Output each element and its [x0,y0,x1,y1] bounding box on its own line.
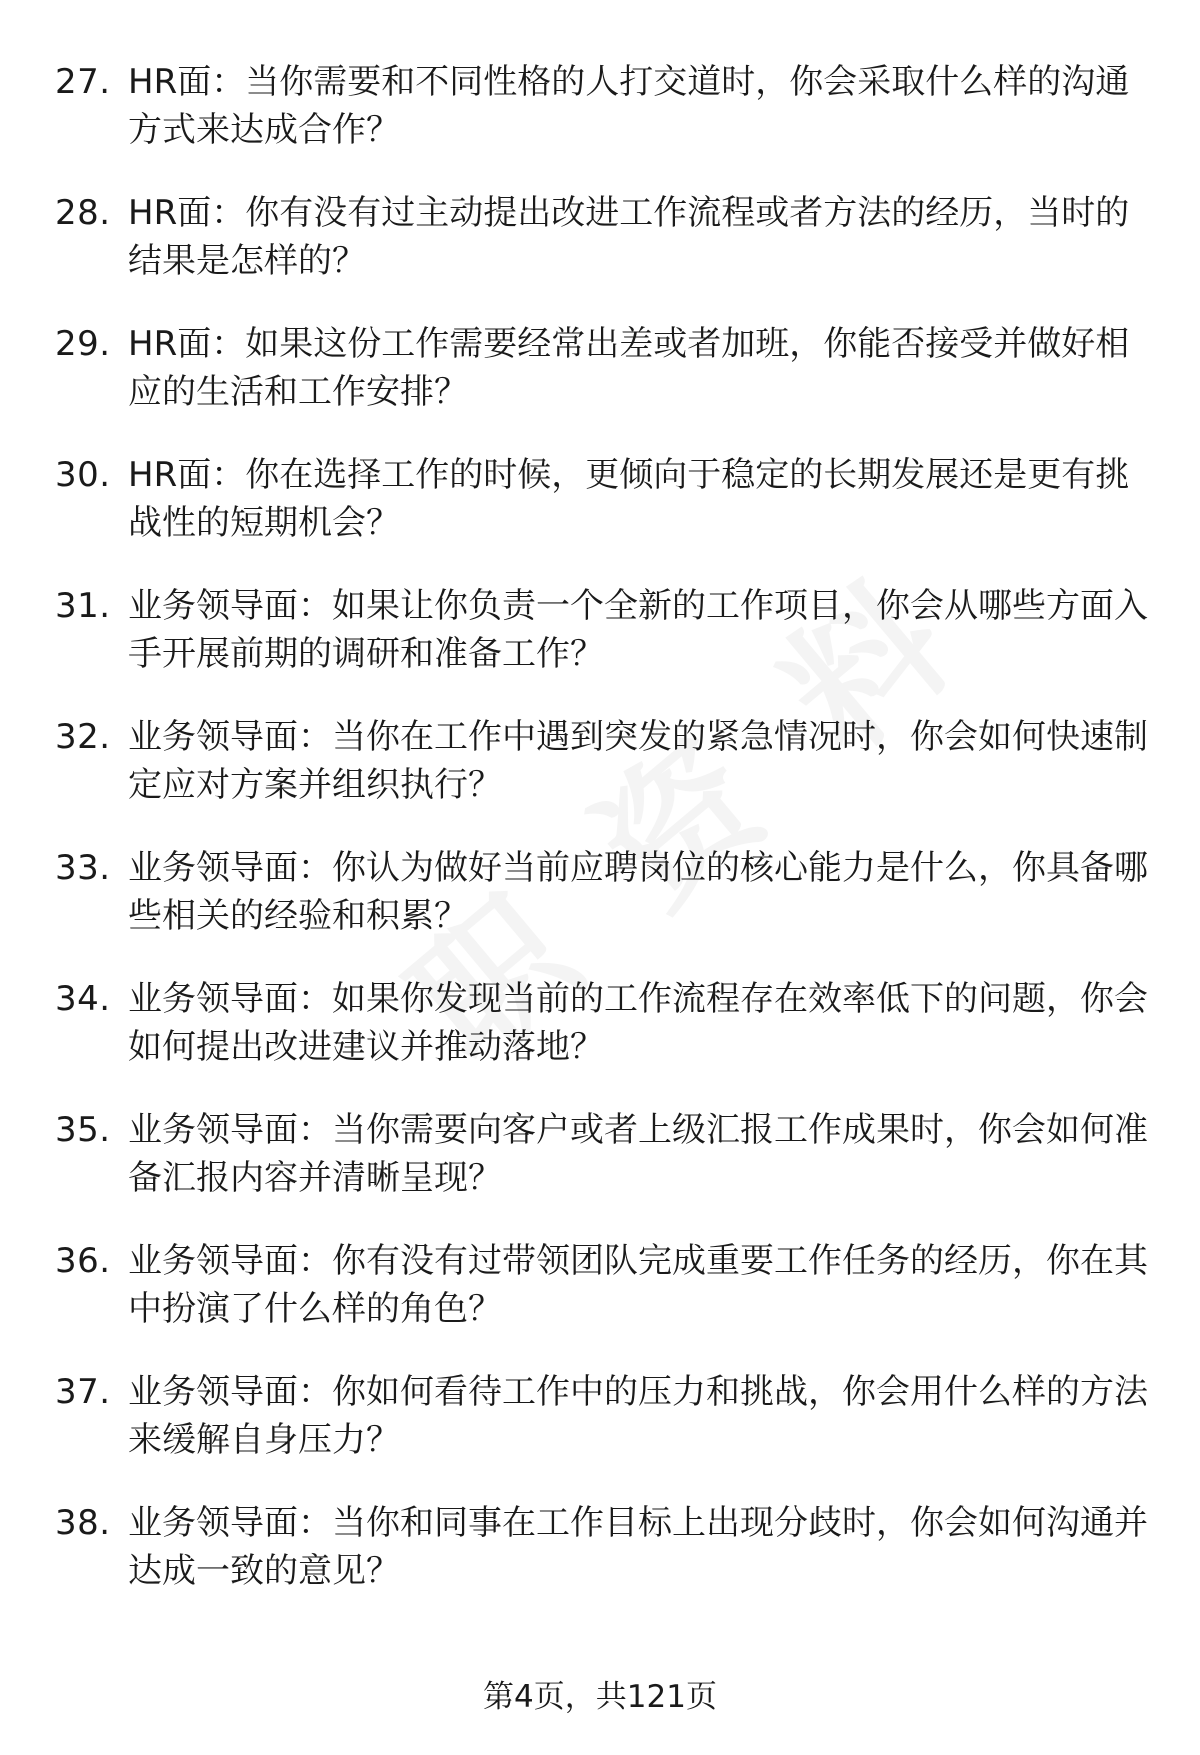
question-number: 32. [55,717,111,757]
question-number: 36. [55,1241,111,1281]
question-text: HR面：如果这份工作需要经常出差或者加班，你能否接受并做好相应的生活和工作安排？ [128,324,1130,412]
question-text: 业务领导面：你认为做好当前应聘岗位的核心能力是什么，你具备哪些相关的经验和积累？ [128,848,1148,936]
question-number: 29. [55,324,111,364]
list-item [0,189,1200,320]
question-text: 业务领导面：如果你发现当前的工作流程存在效率低下的问题，你会如何提出改进建议并推动落地？ [128,979,1148,1067]
list-item [0,582,1200,713]
question-number: 38. [55,1503,111,1543]
question-number: 37. [55,1372,111,1412]
question-text: HR面：你有没有过主动提出改进工作流程或者方法的经历，当时的结果是怎样的？ [128,193,1130,281]
question-number: 28. [55,193,111,233]
list-item [0,1499,1200,1630]
question-list [0,58,1200,1630]
list-item [0,1368,1200,1499]
question-number: 31. [55,586,111,626]
question-text: 业务领导面：你如何看待工作中的压力和挑战，你会用什么样的方法来缓解自身压力？ [128,1372,1148,1460]
question-text: 业务领导面：当你在工作中遇到突发的紧急情况时，你会如何快速制定应对方案并组织执行？ [128,717,1148,805]
question-text: 业务领导面：你有没有过带领团队完成重要工作任务的经历，你在其中扮演了什么样的角色？ [128,1241,1148,1329]
question-text: 业务领导面：当你需要向客户或者上级汇报工作成果时，你会如何准备汇报内容并清晰呈现？ [128,1110,1148,1198]
list-item [0,975,1200,1106]
question-number: 33. [55,848,111,888]
question-text: 业务领导面：如果让你负责一个全新的工作项目，你会从哪些方面入手开展前期的调研和准备工作？ [128,586,1148,674]
list-item [0,1237,1200,1368]
list-item [0,713,1200,844]
question-number: 35. [55,1110,111,1150]
list-item [0,320,1200,451]
question-text: HR面：你在选择工作的时候，更倾向于稳定的长期发展还是更有挑战性的短期机会？ [128,455,1130,543]
list-item [0,844,1200,975]
list-item [0,58,1200,189]
list-item [0,451,1200,582]
question-number: 30. [55,455,111,495]
page-footer: 第4页，共121页 [483,1679,717,1715]
list-item [0,1106,1200,1237]
question-text: HR面：当你需要和不同性格的人打交道时，你会采取什么样的沟通方式来达成合作？ [128,62,1130,150]
question-text: 业务领导面：当你和同事在工作目标上出现分歧时，你会如何沟通并达成一致的意见？ [128,1503,1148,1591]
question-number: 27. [55,62,111,102]
question-number: 34. [55,979,111,1019]
